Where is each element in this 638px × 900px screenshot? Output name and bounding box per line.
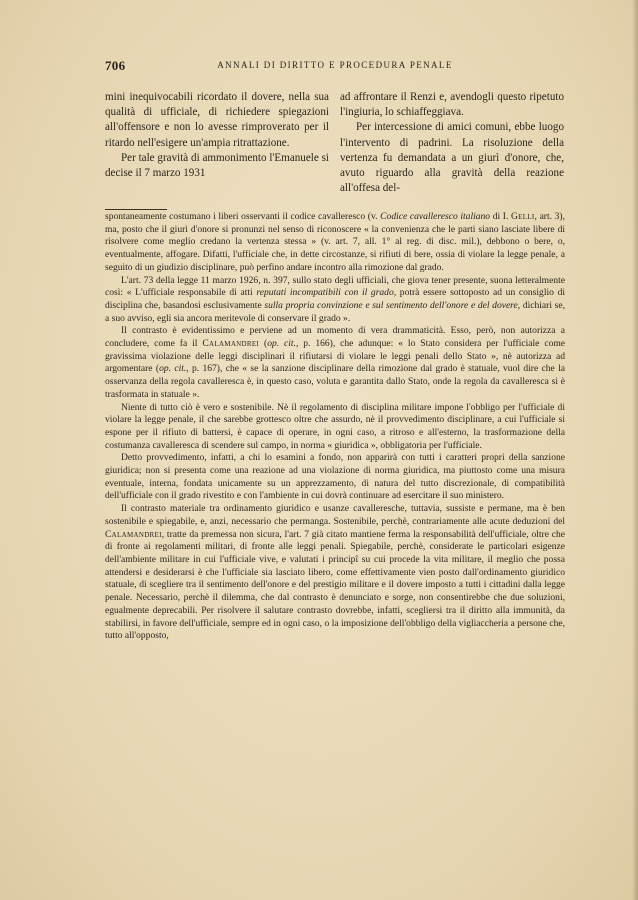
cited-work-title: Codice cavalleresco italiano <box>380 211 491 222</box>
author-name: Gelli <box>510 211 535 222</box>
body-paragraph: ad affrontare il Renzi e, avendogli questo ripetuto l'ingiuria, lo schiaffeggiava. <box>340 91 564 119</box>
running-head: ANNALI DI DIRITTO E PROCEDURA PENALE <box>217 60 453 70</box>
body-column-right <box>340 90 564 196</box>
footnote-paragraph: spontaneamente costumano i liberi osservanti il codice cavalleresco (v. Codice cavalleresco italiano di I. Gelli, art. 3), ma, posto che il giurì d'onore si pronunzi nel senso di riconoscere « la convenienza che le parti siano lasciate libere di risolvere come meglio credano la vertenza stessa » (v. art. 7, all. 1° al reg. di disc. mil.), debbono o bere, o, eventualmente, affogare. Difatti, l'ufficiale che, in dette circostanze, si rifiuti di bere, ossia di violare la legge penale, a seguito di un giudizio disciplinare, può perfino andare incontro alla rimozione dal grado. <box>105 211 565 273</box>
footnote-paragraph: Niente di tutto ciò è vero e sostenibile. Nè il regolamento di disciplina militare impone l'obbligo per l'ufficiale di violare la legge penale, il che sarebbe grottesco oltre che assurdo, nè il provvedimento disciplinare, a cui l'ufficiale si espone per il rifiuto di battersi, è capace di operare, in ogni caso, a ritroso e all'esterno, la trasformazione della costumanza cavalleresca di scendere sul campo, in norma « giuridica », obbligatoria per l'ufficiale. <box>105 401 565 451</box>
author-name: Calamandrei <box>105 528 162 540</box>
footnote-paragraph: Il contrasto è evidentissimo e perviene ad un momento di vera drammaticità. Esso, però, non autorizza a concludere, come fa il Calamandrei (op. cit., p. 166), che adunque: « lo Stato considera per l'ufficiale come gravissima violazione delle leggi disciplinari il rifiutarsi di violare le leggi penali dello Stato », nè autorizza ad argomentare (op. cit., p. 167), che « se la sanzione disciplinare della rimozione dal grado è statuale, vuol dire che la osservanza della regola cavalleresca è, in questo caso, voluta e garantita dallo Stato, onde la regola da cavalleresca si è trasformata in statuale ». <box>105 325 566 400</box>
body-column-left <box>105 90 329 181</box>
page-number: 706 <box>105 58 126 73</box>
emphasis: reputati incompatibili con il grado <box>256 287 394 299</box>
page-header <box>105 58 565 74</box>
footnote-paragraph: Detto provvedimento, infatti, a chi lo esamini a fondo, non apparirà con tutti i caratteri propri della sanzione giuridica; non si presenta come una reazione ad una violazione di norma giuridica, ma piuttosto come una misura eventuale, interna, fondata unicamente su un apprezzamento, di natura del tutto discrezionale, di compatibilità dell'ufficiale con il grado rivestito e con l'ambiente in cui dovrà continuare ad esercitare il suo ministero. <box>105 452 565 502</box>
body-paragraph: Per tale gravità di ammonimento l'Emanuele si decise il 7 marzo 1931 <box>105 151 329 180</box>
footnote-paragraph: Il contrasto materiale tra ordinamento giuridico e usanze cavalleresche, tuttavia, sussiste e permane, ma è ben sostenibile e spiegabile, e, anzi, necessario che permanga. Sostenibile, perchè, contrariamente alle acute deduzioni del Calamandrei, tratte da premessa non sicura, l'art. 7 già citato mantiene ferma la responsabilità dell'ufficiale, oltre che di fronte ai regolamenti militari, di fronte alle leggi penali. Spiegabile, perchè, considerate le particolari esigenze dell'ambiente militare in cui l'ufficiale vive, e valutati i principî su cui procede la vita militare, il meglio che possa attendersi e desiderarsi è che l'ufficiale sia lasciato libero, come effettivamente vien posto dall'ordinamento giuridico statuale, di scegliere tra il sentimento dell'onore e del prestigio militare e il dovere imposto a tutti i cittadini dalla legge penale. Necessario, perchè il dilemma, che dal contrasto è denunciato e sorge, non consentirebbe che due soluzioni, egualmente deprecabili. Per risolvere il salutare contrasto dovrebbe, infatti, scegliersi tra il diritto alla immunità, da stabilirsi, in favore dell'ufficiale, sempre ed in ogni caso, o la imposizione dell'obbligo della vigliaccheria a persone che, tutto all'opposto, <box>105 503 565 642</box>
footnote-rule <box>105 209 167 210</box>
footnote-paragraph: L'art. 73 della legge 11 marzo 1926, n. 397, sullo stato degli ufficiali, che giova tener presente, suona letteralmente così: « L'ufficiale responsabile di atti reputati incompatibili con il grado, potrà essere sottoposto ad un consiglio di disciplina che, basandosi esclusivamente sulla propria convinzione e sul sentimento dell'onore e del dovere, dichiari se, a suo avviso, egli sia ancora meritevole di conservare il grado ». <box>105 274 565 324</box>
body-paragraph: Per intercessione di amici comuni, ebbe luogo l'intervento di padrini. La risoluzione della vertenza fu demandata a un giurì d'onore, che, avuto riguardo alla gravità della reazione all'offesa del- <box>340 121 564 195</box>
emphasis: sulla propria convinzione e sul sentimento dell'onore e del dovere <box>264 299 518 311</box>
citation-abbrev: op. cit. <box>159 363 187 375</box>
author-name: Calamandrei <box>202 338 260 350</box>
citation-abbrev: op. cit. <box>267 338 296 350</box>
page-edge-shadow <box>632 0 638 900</box>
footnote <box>105 211 565 643</box>
body-paragraph: mini inequivocabili ricordato il dovere, nella sua qualità di ufficiale, di richiedere spiegazioni all'offensore e non lo avesse rimproverato per il ritardo nell'esigere un'ampia ritrattazione. <box>105 91 329 149</box>
